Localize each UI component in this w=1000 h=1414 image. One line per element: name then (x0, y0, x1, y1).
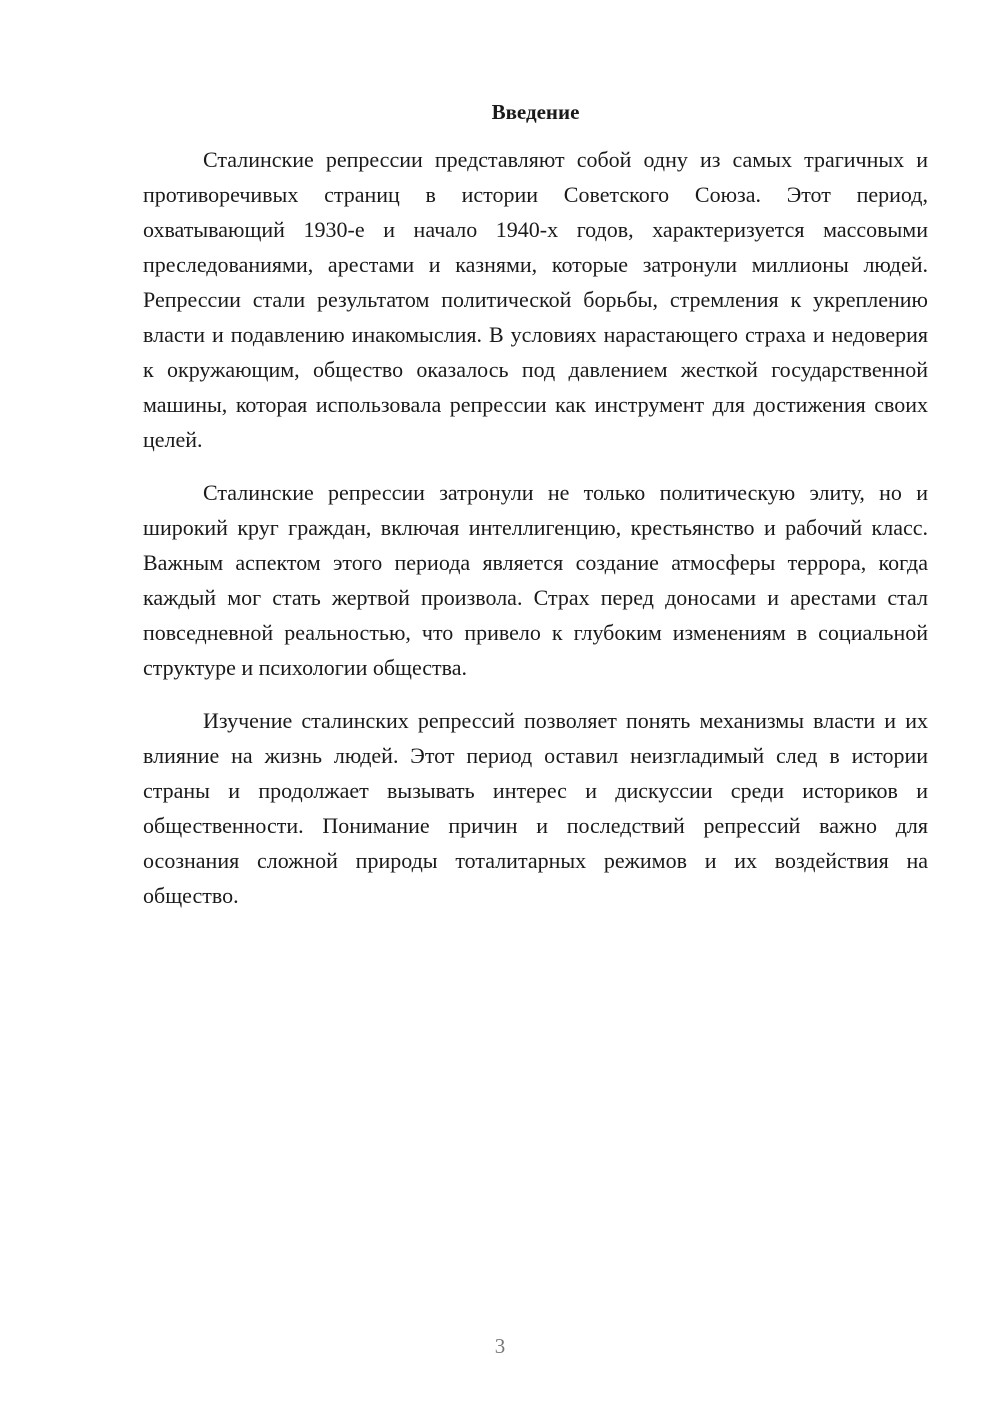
paragraph-3: Изучение сталинских репрессий позволяет понять механизмы власти и их влияние на жизнь людей. Этот период оставил неизгладимый след в истории страны и продолжает вызывать интерес и дискуссии среди историков и общественности. Понимание причин и последствий репрессий важно для осознания сложной природы тоталитарных режимов и их воздействия на общество. (143, 708, 928, 908)
paragraph-1: Сталинские репрессии представляют собой одну из самых трагичных и противоречивых страниц в истории Советского Союза. Этот период, охватывающий 1930-е и начало 1940-х годов, характеризуется массовыми преследованиями, арестами и казнями, которые затронули миллионы людей. Репрессии стали результатом политической борьбы, стремления к укреплению власти и подавлению инакомыслия. В условиях нарастающего страха и недоверия к окружающим, общество оказалось под давлением жесткой государственной машины, которая использовала репрессии как инструмент для достижения своих целей. (143, 147, 928, 452)
page-body (143, 96, 928, 931)
paragraph-2: Сталинские репрессии затронули не только политическую элиту, но и широкий круг граждан, включая интеллигенцию, крестьянство и рабочий класс. Важным аспектом этого периода является создание атмосферы террора, когда каждый мог стать жертвой произвола. Страх перед доносами и арестами стал повседневной реальностью, что привело к глубоким изменениям в социальной структуре и психологии общества. (143, 480, 928, 680)
page-number: 3 (494, 1334, 506, 1358)
section-title: Введение (491, 100, 580, 124)
